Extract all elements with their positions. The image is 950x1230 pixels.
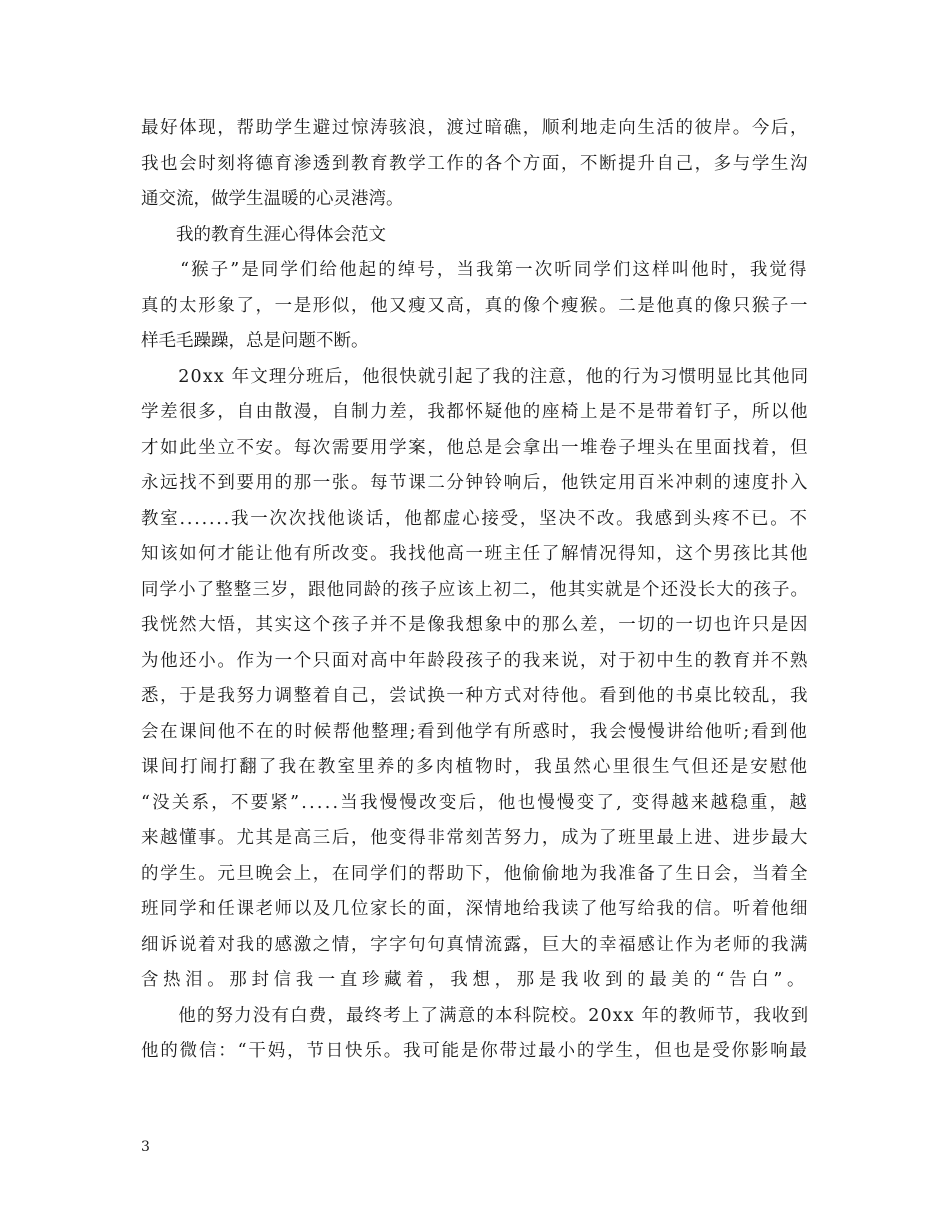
text-line: 悉，于是我努力调整着自己，尝试换一种方式对待他。看到他的书桌比较乱，我 — [141, 686, 810, 706]
text-line: 20xx 年文理分班后，他很快就引起了我的注意，他的行为习惯明显比其他同 — [141, 366, 810, 387]
text-line: 细诉说着对我的感激之情，字字句句真情流露，巨大的幸福感让作为老师的我满 — [141, 934, 810, 955]
text-line: 通交流，做学生温暖的心灵港湾。 — [141, 189, 404, 209]
text-line: 我恍然大悟，其实这个孩子并不是像我想象中的那么差，一切的一切也许只是因 — [141, 615, 810, 635]
text-line: 来越懂事。尤其是高三后，他变得非常刻苦努力，成为了班里最上进、进步最大 — [141, 828, 810, 848]
text-line: 真的太形象了，一是形似，他又瘦又高，真的像个瘦猴。二是他真的像只猴子一 — [141, 295, 810, 316]
text-line: 的学生。元旦晚会上，在同学们的帮助下，他偷偷地为我准备了生日会，当着全 — [141, 863, 810, 884]
text-line: 他的努力没有白费，最终考上了满意的本科院校。20xx 年的教师节，我收到 — [141, 1005, 810, 1026]
text-line: 会在课间他不在的时候帮他整理;看到他学有所惑时，我会慢慢讲给他听;看到他 — [141, 721, 809, 742]
text-line: 同学小了整整三岁，跟他同龄的孩子应该上初二，他其实就是个还没长大的孩子。 — [141, 579, 810, 600]
text-line: 永远找不到要用的那一张。每节课二分钟铃响后，他铁定用百米冲刺的速度扑入 — [141, 473, 810, 493]
text-line: 他的微信：“干妈，节日快乐。我可能是你带过最小的学生，但也是受你影响最 — [141, 1041, 809, 1061]
text-line: 课间打闹打翻了我在教室里养的多肉植物时，我虽然心里很生气但还是安慰他 — [141, 757, 810, 777]
text-line: 我的教育生涯心得体会范文 — [141, 224, 386, 245]
text-line: 我也会时刻将德育渗透到教育教学工作的各个方面，不断提升自己，多与学生沟 — [141, 153, 810, 174]
text-line: 知该如何才能让他有所改变。我找他高一班主任了解情况得知，这个男孩比其他 — [141, 544, 810, 564]
text-line: 为他还小。作为一个只面对高中年龄段孩子的我来说，对于初中生的教育并不熟 — [141, 650, 810, 671]
text-line: 班同学和任课老师以及几位家长的面，深情地给我读了他写给我的信。听着他细 — [141, 899, 810, 919]
text-line: 样毛毛躁躁，总是问题不断。 — [141, 331, 369, 351]
text-line: 最好体现，帮助学生避过惊涛骇浪，渡过暗礁，顺利地走向生活的彼岸。今后， — [141, 118, 810, 138]
text-line: “没关系，不要紧”.....当我慢慢改变后，他也慢慢变了, 变得越来越稳重，越 — [141, 792, 810, 813]
text-line: 教室.......我一次次找他谈话，他都虚心接受，坚决不改。我感到头疼不已。不 — [141, 508, 809, 529]
page-number: 3 — [141, 1139, 150, 1155]
text-line: 才如此坐立不安。每次需要用学案，他总是会拿出一堆卷子埋头在里面找着，但 — [141, 437, 810, 458]
text-line: “猴子”是同学们给他起的绰号，当我第一次听同学们这样叫他时，我觉得 — [141, 260, 809, 280]
text-line: 学差很多，自由散漫，自制力差，我都怀疑他的座椅上是不是带着钉子，所以他 — [141, 402, 810, 422]
text-line: 含热泪。那封信我一直珍藏着，我想，那是我收到的最美的“告白”。 — [141, 970, 810, 990]
